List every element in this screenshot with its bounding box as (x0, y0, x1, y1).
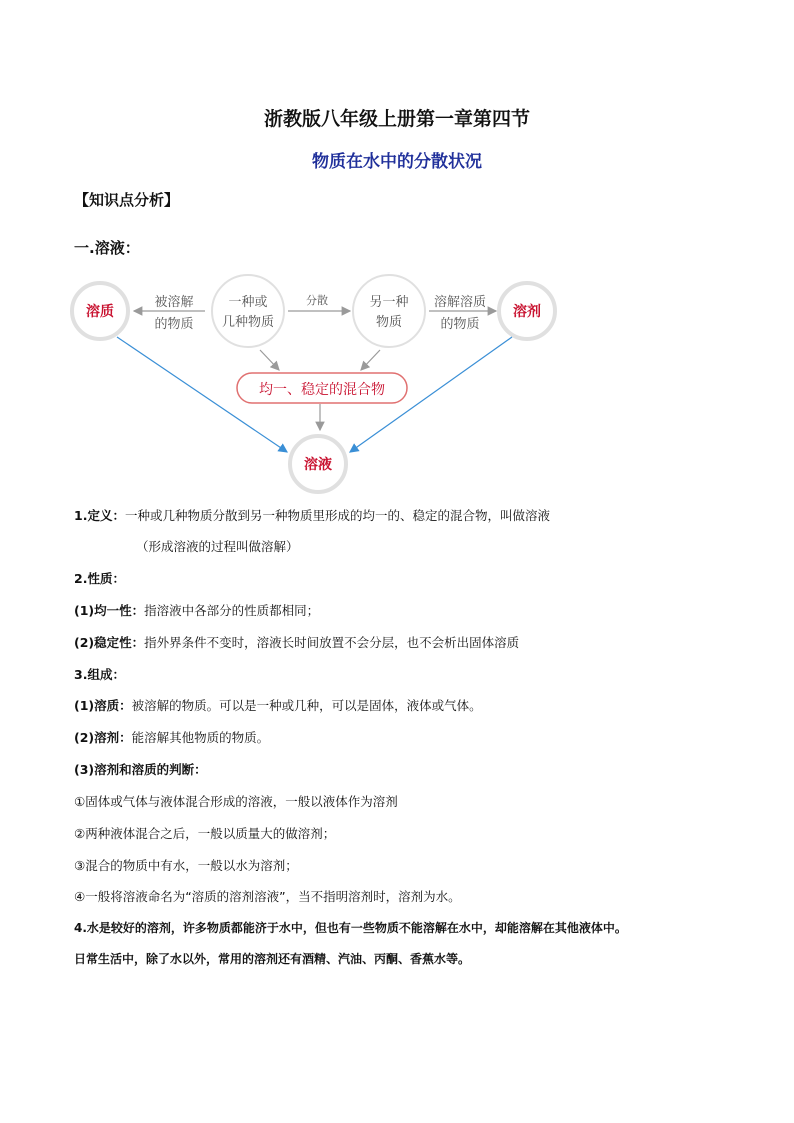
disperse-label: 分散 (306, 294, 328, 307)
composition-2 (74, 728, 269, 746)
circle-one-or-more-substances (212, 275, 284, 347)
solution-node (290, 436, 346, 492)
properties-title: 2.性质： (74, 571, 125, 586)
circle2-line1: 另一种 (369, 295, 409, 310)
solvent-label: 溶剂 (513, 304, 541, 320)
property-1-label: (1)均一性： (74, 603, 145, 618)
circle2-line2: 物质 (375, 315, 403, 330)
composition-1-label: (1)溶质： (74, 698, 132, 713)
composition-1-text: 被溶解的物质。可以是一种或几种，可以是固体，液体或气体。 (131, 698, 482, 713)
circle-another-substance (353, 275, 425, 347)
property-2 (74, 633, 519, 651)
solute-node (72, 283, 128, 339)
solvent-node (499, 283, 555, 339)
mixture-label: 均一、稳定的混合物 (259, 382, 385, 398)
solute-label: 溶质 (86, 304, 114, 320)
mixture-box (237, 373, 407, 403)
composition-2-label: (2)溶剂： (74, 730, 132, 745)
definition-label: 1.定义： (74, 508, 125, 523)
right-label-2: 的物质 (440, 317, 480, 332)
part1-title: 一.溶液： (74, 239, 140, 257)
water-solvent-line-1: 4.水是较好的溶剂，许多物质都能济于水中，但也有一些物质不能溶解在水中，却能溶解在其他液体中。 (74, 921, 627, 935)
property-2-label: (2)稳定性： (74, 635, 145, 650)
document-title: 浙教版八年级上册第一章第四节 (263, 108, 530, 130)
arrow-circle1-to-mixture (260, 350, 279, 370)
circle1-line1: 一种或 (228, 295, 268, 310)
rule-3: ③混合的物质中有水，一般以水为溶剂； (74, 858, 298, 873)
definition-line (74, 506, 550, 524)
property-1 (74, 601, 319, 619)
solution-label: 溶液 (304, 457, 332, 473)
definition-text: 一种或几种物质分散到另一种物质里形成的均一的、稳定的混合物，叫做溶液 (124, 508, 550, 523)
section-label: 【知识点分析】 (74, 191, 180, 209)
arrow-circle2-to-mixture (361, 350, 380, 370)
rule-1: ①固体或气体与液体混合形成的溶液，一般以液体作为溶剂 (74, 794, 398, 809)
left-label-1: 被溶解 (154, 295, 194, 310)
left-label-2: 的物质 (154, 317, 194, 332)
circle1-line2: 几种物质 (221, 315, 275, 330)
composition-1 (74, 696, 482, 714)
composition-2-text: 能溶解其他物质的物质。 (131, 730, 270, 745)
rule-2: ②两种液体混合之后，一般以质量大的做溶剂； (74, 826, 336, 841)
right-label-1: 溶解溶质 (433, 295, 487, 310)
property-1-text: 指溶液中各部分的性质都相同； (144, 603, 320, 618)
solution-diagram (60, 270, 580, 500)
water-solvent-line-2: 日常生活中，除了水以外，常用的溶剂还有酒精、汽油、丙酮、香蕉水等。 (74, 952, 471, 966)
property-2-text: 指外界条件不变时，溶液长时间放置不会分层，也不会析出固体溶质 (144, 635, 520, 650)
composition-3-label: (3)溶剂和溶质的判断： (74, 762, 207, 777)
document-subtitle: 物质在水中的分散状况 (312, 152, 482, 172)
definition-note: （形成溶液的过程叫做溶解） (136, 539, 299, 554)
rule-4: ④一般将溶液命名为“溶质的溶剂溶液”，当不指明溶剂时，溶剂为水。 (74, 889, 461, 904)
composition-title: 3.组成： (74, 667, 125, 682)
